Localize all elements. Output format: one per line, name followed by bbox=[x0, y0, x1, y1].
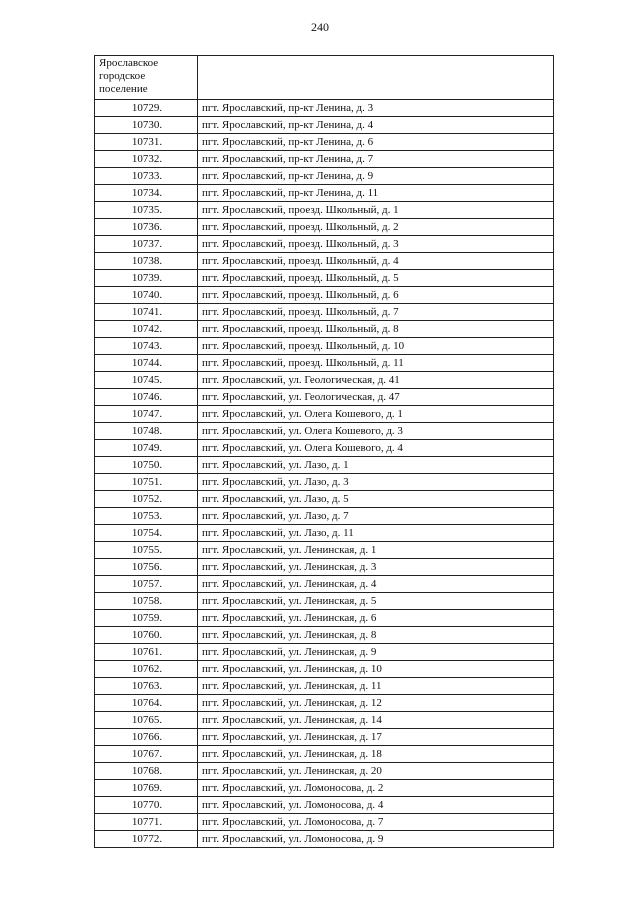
table-row bbox=[95, 508, 554, 525]
table-row bbox=[95, 797, 554, 814]
row-number-cell: 10747. bbox=[95, 406, 198, 423]
row-number-cell: 10754. bbox=[95, 525, 198, 542]
table-row bbox=[95, 423, 554, 440]
address-cell: пгт. Ярославский, ул. Ленинская, д. 18 bbox=[198, 746, 554, 763]
row-number-cell: 10755. bbox=[95, 542, 198, 559]
page-number: 240 bbox=[311, 20, 329, 34]
address-table bbox=[94, 55, 554, 848]
table-row bbox=[95, 746, 554, 763]
address-cell: пгт. Ярославский, ул. Ломоносова, д. 4 bbox=[198, 797, 554, 814]
address-cell: пгт. Ярославский, ул. Лазо, д. 5 bbox=[198, 491, 554, 508]
row-number-cell: 10763. bbox=[95, 678, 198, 695]
address-cell: пгт. Ярославский, ул. Ленинская, д. 11 bbox=[198, 678, 554, 695]
table-row bbox=[95, 627, 554, 644]
table-row bbox=[95, 100, 554, 117]
address-cell: пгт. Ярославский, проезд. Школьный, д. 3 bbox=[198, 236, 554, 253]
table-row bbox=[95, 525, 554, 542]
row-number-cell: 10733. bbox=[95, 168, 198, 185]
section-header-row bbox=[95, 56, 554, 100]
table-row bbox=[95, 678, 554, 695]
address-cell: пгт. Ярославский, ул. Ленинская, д. 17 bbox=[198, 729, 554, 746]
table-row bbox=[95, 593, 554, 610]
table-row bbox=[95, 780, 554, 797]
row-number-cell: 10758. bbox=[95, 593, 198, 610]
table-row bbox=[95, 542, 554, 559]
row-number-cell: 10762. bbox=[95, 661, 198, 678]
address-cell: пгт. Ярославский, ул. Геологическая, д. 41 bbox=[198, 372, 554, 389]
table-row bbox=[95, 134, 554, 151]
row-number-cell: 10770. bbox=[95, 797, 198, 814]
row-number-cell: 10746. bbox=[95, 389, 198, 406]
table-row bbox=[95, 321, 554, 338]
row-number-cell: 10751. bbox=[95, 474, 198, 491]
address-cell: пгт. Ярославский, ул. Ленинская, д. 9 bbox=[198, 644, 554, 661]
address-cell: пгт. Ярославский, ул. Лазо, д. 3 bbox=[198, 474, 554, 491]
table-row bbox=[95, 406, 554, 423]
row-number-cell: 10729. bbox=[95, 100, 198, 117]
row-number-cell: 10740. bbox=[95, 287, 198, 304]
row-number-cell: 10769. bbox=[95, 780, 198, 797]
row-number-cell: 10767. bbox=[95, 746, 198, 763]
row-number-cell: 10753. bbox=[95, 508, 198, 525]
table-body bbox=[95, 56, 554, 848]
table-row bbox=[95, 168, 554, 185]
table-row bbox=[95, 236, 554, 253]
address-cell: пгт. Ярославский, ул. Ленинская, д. 20 bbox=[198, 763, 554, 780]
table-row bbox=[95, 559, 554, 576]
table-row bbox=[95, 831, 554, 848]
table-row bbox=[95, 576, 554, 593]
table-row bbox=[95, 219, 554, 236]
address-cell: пгт. Ярославский, пр-кт Ленина, д. 4 bbox=[198, 117, 554, 134]
address-cell: пгт. Ярославский, ул. Ленинская, д. 6 bbox=[198, 610, 554, 627]
table-row bbox=[95, 440, 554, 457]
row-number-cell: 10745. bbox=[95, 372, 198, 389]
table-row bbox=[95, 253, 554, 270]
table-row bbox=[95, 763, 554, 780]
row-number-cell: 10752. bbox=[95, 491, 198, 508]
address-cell: пгт. Ярославский, ул. Олега Кошевого, д. 4 bbox=[198, 440, 554, 457]
row-number-cell: 10730. bbox=[95, 117, 198, 134]
row-number-cell: 10759. bbox=[95, 610, 198, 627]
section-header-address-cell bbox=[198, 56, 554, 100]
table-row bbox=[95, 287, 554, 304]
table-row bbox=[95, 814, 554, 831]
address-cell: пгт. Ярославский, проезд. Школьный, д. 6 bbox=[198, 287, 554, 304]
row-number-cell: 10764. bbox=[95, 695, 198, 712]
row-number-cell: 10734. bbox=[95, 185, 198, 202]
row-number-cell: 10742. bbox=[95, 321, 198, 338]
address-cell: пгт. Ярославский, ул. Ленинская, д. 10 bbox=[198, 661, 554, 678]
table-row bbox=[95, 185, 554, 202]
row-number-cell: 10766. bbox=[95, 729, 198, 746]
table-row bbox=[95, 372, 554, 389]
table-row bbox=[95, 338, 554, 355]
address-cell: пгт. Ярославский, проезд. Школьный, д. 11 bbox=[198, 355, 554, 372]
row-number-cell: 10771. bbox=[95, 814, 198, 831]
table-row bbox=[95, 661, 554, 678]
row-number-cell: 10772. bbox=[95, 831, 198, 848]
address-cell: пгт. Ярославский, проезд. Школьный, д. 7 bbox=[198, 304, 554, 321]
row-number-cell: 10732. bbox=[95, 151, 198, 168]
row-number-cell: 10737. bbox=[95, 236, 198, 253]
table-row bbox=[95, 491, 554, 508]
table-row bbox=[95, 202, 554, 219]
address-cell: пгт. Ярославский, проезд. Школьный, д. 2 bbox=[198, 219, 554, 236]
row-number-cell: 10743. bbox=[95, 338, 198, 355]
address-cell: пгт. Ярославский, ул. Геологическая, д. 47 bbox=[198, 389, 554, 406]
row-number-cell: 10765. bbox=[95, 712, 198, 729]
address-cell: пгт. Ярославский, пр-кт Ленина, д. 3 bbox=[198, 100, 554, 117]
address-cell: пгт. Ярославский, ул. Ленинская, д. 3 bbox=[198, 559, 554, 576]
table-row bbox=[95, 389, 554, 406]
address-cell: пгт. Ярославский, проезд. Школьный, д. 5 bbox=[198, 270, 554, 287]
table-row bbox=[95, 457, 554, 474]
row-number-cell: 10749. bbox=[95, 440, 198, 457]
address-cell: пгт. Ярославский, ул. Лазо, д. 7 bbox=[198, 508, 554, 525]
table-row bbox=[95, 695, 554, 712]
address-cell: пгт. Ярославский, ул. Олега Кошевого, д. 3 bbox=[198, 423, 554, 440]
address-cell: пгт. Ярославский, пр-кт Ленина, д. 9 bbox=[198, 168, 554, 185]
row-number-cell: 10738. bbox=[95, 253, 198, 270]
row-number-cell: 10741. bbox=[95, 304, 198, 321]
row-number-cell: 10735. bbox=[95, 202, 198, 219]
table-row bbox=[95, 474, 554, 491]
settlement-name-line: поселение bbox=[99, 83, 148, 95]
address-cell: пгт. Ярославский, ул. Ломоносова, д. 2 bbox=[198, 780, 554, 797]
table-row bbox=[95, 610, 554, 627]
row-number-cell: 10757. bbox=[95, 576, 198, 593]
row-number-cell: 10750. bbox=[95, 457, 198, 474]
address-cell: пгт. Ярославский, проезд. Школьный, д. 4 bbox=[198, 253, 554, 270]
table-row bbox=[95, 151, 554, 168]
address-cell: пгт. Ярославский, ул. Ленинская, д. 8 bbox=[198, 627, 554, 644]
row-number-cell: 10761. bbox=[95, 644, 198, 661]
table-row bbox=[95, 117, 554, 134]
address-cell: пгт. Ярославский, ул. Ленинская, д. 12 bbox=[198, 695, 554, 712]
row-number-cell: 10731. bbox=[95, 134, 198, 151]
row-number-cell: 10756. bbox=[95, 559, 198, 576]
row-number-cell: 10744. bbox=[95, 355, 198, 372]
settlement-name-line: Ярославское bbox=[99, 57, 159, 69]
address-cell: пгт. Ярославский, ул. Ломоносова, д. 7 bbox=[198, 814, 554, 831]
table-row bbox=[95, 304, 554, 321]
address-cell: пгт. Ярославский, ул. Ломоносова, д. 9 bbox=[198, 831, 554, 848]
table-row bbox=[95, 729, 554, 746]
address-cell: пгт. Ярославский, проезд. Школьный, д. 1 bbox=[198, 202, 554, 219]
address-cell: пгт. Ярославский, ул. Лазо, д. 11 bbox=[198, 525, 554, 542]
address-cell: пгт. Ярославский, ул. Ленинская, д. 4 bbox=[198, 576, 554, 593]
row-number-cell: 10768. bbox=[95, 763, 198, 780]
table-row bbox=[95, 355, 554, 372]
address-cell: пгт. Ярославский, пр-кт Ленина, д. 6 bbox=[198, 134, 554, 151]
address-cell: пгт. Ярославский, пр-кт Ленина, д. 7 bbox=[198, 151, 554, 168]
settlement-name-line: городское bbox=[99, 70, 146, 82]
row-number-cell: 10739. bbox=[95, 270, 198, 287]
row-number-cell: 10748. bbox=[95, 423, 198, 440]
address-cell: пгт. Ярославский, проезд. Школьный, д. 10 bbox=[198, 338, 554, 355]
row-number-cell: 10760. bbox=[95, 627, 198, 644]
address-cell: пгт. Ярославский, пр-кт Ленина, д. 11 bbox=[198, 185, 554, 202]
address-cell: пгт. Ярославский, ул. Ленинская, д. 5 bbox=[198, 593, 554, 610]
address-cell: пгт. Ярославский, ул. Ленинская, д. 1 bbox=[198, 542, 554, 559]
address-cell: пгт. Ярославский, проезд. Школьный, д. 8 bbox=[198, 321, 554, 338]
settlement-name-cell bbox=[95, 56, 198, 100]
table-row bbox=[95, 270, 554, 287]
address-cell: пгт. Ярославский, ул. Ленинская, д. 14 bbox=[198, 712, 554, 729]
address-cell: пгт. Ярославский, ул. Лазо, д. 1 bbox=[198, 457, 554, 474]
row-number-cell: 10736. bbox=[95, 219, 198, 236]
table-row bbox=[95, 644, 554, 661]
address-cell: пгт. Ярославский, ул. Олега Кошевого, д. 1 bbox=[198, 406, 554, 423]
table-row bbox=[95, 712, 554, 729]
